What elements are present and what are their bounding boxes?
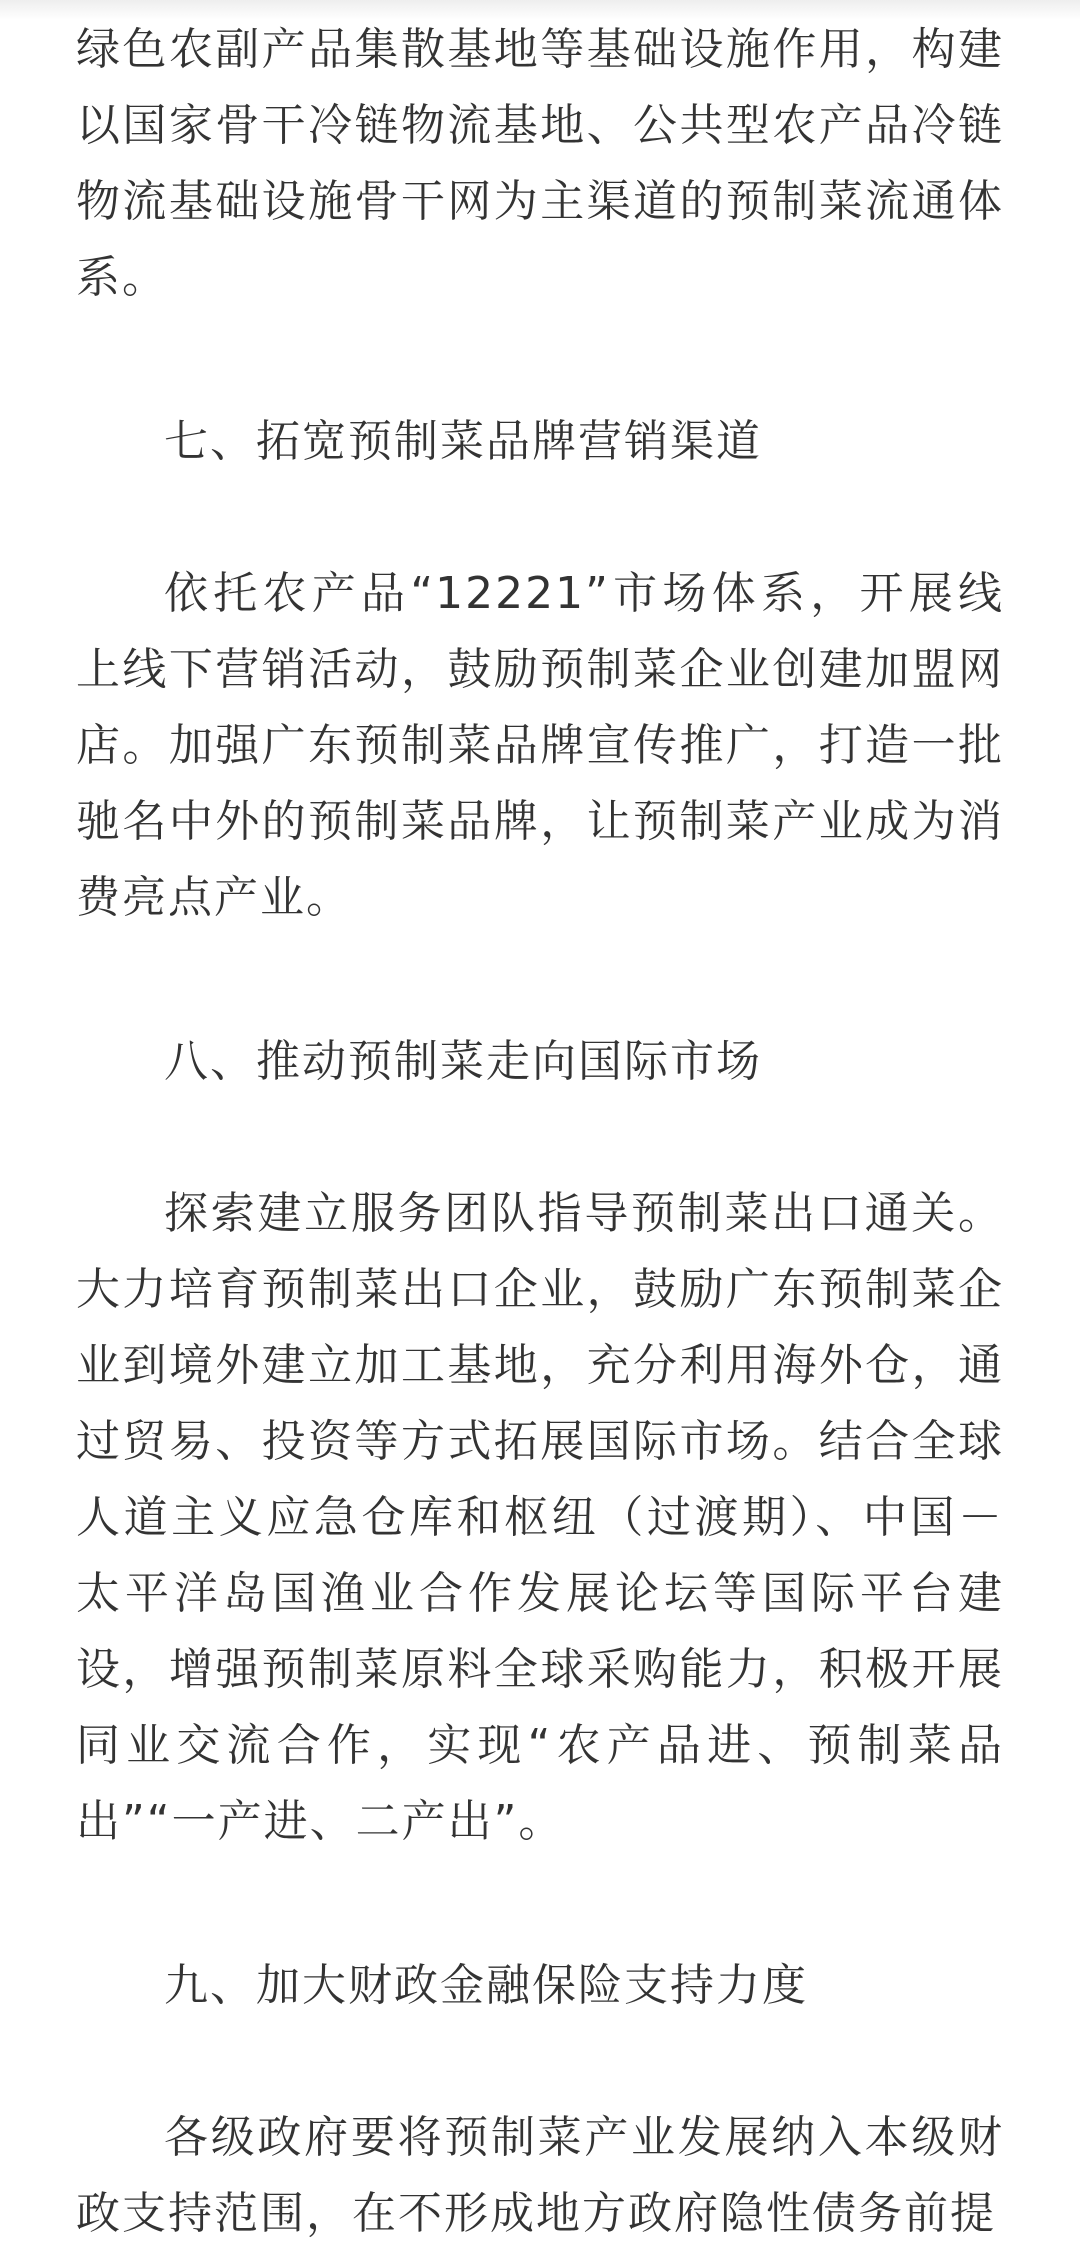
- spacer: [76, 1860, 1004, 1948]
- article-body: [76, 0, 1004, 2252]
- spacer: [76, 1100, 1004, 1176]
- section-heading-9: 九、加大财政金融保险支持力度: [164, 1960, 808, 2011]
- section-heading-7: 七、拓宽预制菜品牌营销渠道: [164, 416, 762, 467]
- paragraph-section-7: 依托农产品“12221”市场体系，开展线上线下营销活动，鼓励预制菜企业创建加盟网店。加强广东预制菜品牌宣传推广，打造一批驰名中外的预制菜品牌，让预制菜产业成为消费亮点产业。: [76, 568, 1004, 923]
- paragraph-section-9: 各级政府要将预制菜产业发展纳入本级财政支持范围，在不形成地方政府隐性债务前提: [76, 2112, 1004, 2239]
- spacer: [76, 936, 1004, 1024]
- spacer: [76, 316, 1004, 404]
- spacer: [76, 480, 1004, 556]
- spacer: [76, 2024, 1004, 2100]
- section-heading-8: 八、推动预制菜走向国际市场: [164, 1036, 762, 1087]
- paragraph-section-8: 探索建立服务团队指导预制菜出口通关。大力培育预制菜出口企业，鼓励广东预制菜企业到境外建立加工基地，充分利用海外仓，通过贸易、投资等方式拓展国际市场。结合全球人道主义应急仓库和枢纽（过渡期）、中国－太平洋岛国渔业合作发展论坛等国际平台建设，增强预制菜原料全球采购能力，积极开展同业交流合作，实现“农产品进、预制菜品出”“一产进、二产出”。: [76, 1188, 1004, 1847]
- paragraph-intro-continued: 绿色农副产品集散基地等基础设施作用，构建以国家骨干冷链物流基地、公共型农产品冷链物流基础设施骨干网为主渠道的预制菜流通体系。: [76, 24, 1004, 303]
